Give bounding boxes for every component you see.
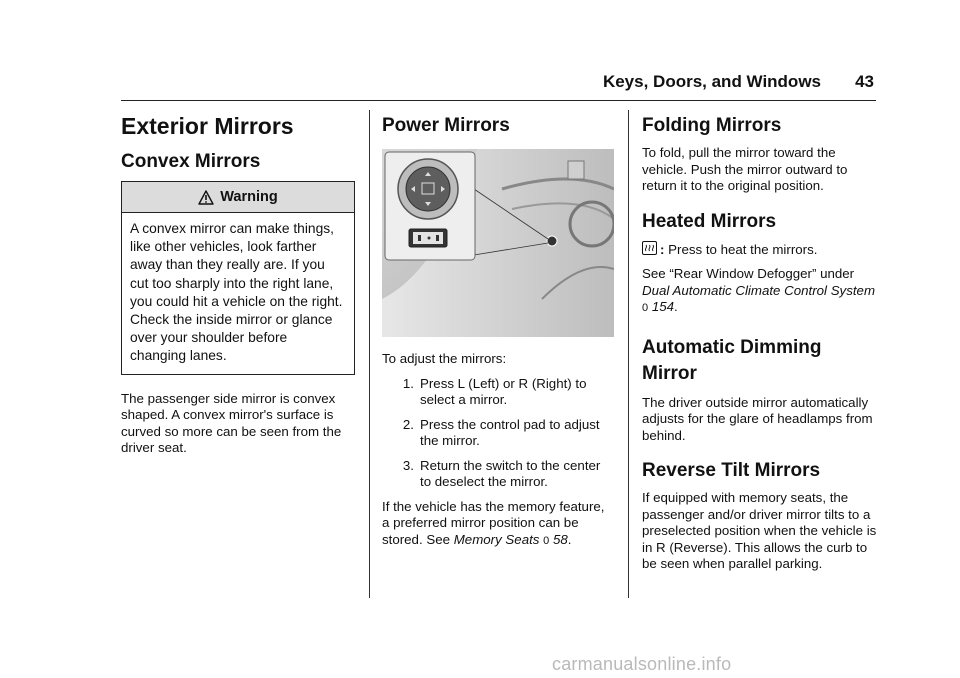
heading-reverse-tilt-mirrors: Reverse Tilt Mirrors	[642, 460, 821, 481]
watermark: carmanualsonline.info	[552, 654, 732, 674]
reverse-tilt-text: If equipped with memory seats, the passenger and/or driver mirror tilts to a preselected position when the vehicle is in R (Reverse). This allows the curb to be seen when parallel parking.	[642, 490, 877, 571]
warning-box	[121, 181, 355, 375]
power-mirror-control-illustration	[382, 149, 614, 337]
list-item: 2. Press the control pad to adjust the mirror.	[402, 416, 600, 448]
page-ref-arrow: 0	[543, 534, 550, 547]
page-ref-arrow: 0	[642, 302, 649, 314]
climate-control-link[interactable]: Dual Automatic Climate Control System	[642, 282, 876, 298]
heading-heated-mirrors: Heated Mirrors	[642, 210, 777, 232]
heading-folding-mirrors: Folding Mirrors	[642, 115, 782, 136]
heading-automatic-dimming-mirror: Automatic Dimming Mirror	[642, 336, 822, 384]
warning-label: Warning	[220, 189, 278, 205]
page-header	[121, 60, 876, 101]
defogger-reference: See “Rear Window Defogger” under Dual Automatic Climate Control System 0 154.	[642, 266, 876, 314]
warning-triangle-icon	[198, 190, 214, 205]
warning-text: A convex mirror can make things, like other vehicles, look farther away than they really are. If you cut too sharply into the right lane, you could hit a vehicle on the right. Check the inside mirror or glance over your shoulder before changing lanes.	[130, 221, 343, 364]
mirror-defogger-icon	[642, 241, 657, 255]
list-item: 1. Press L (Left) or R (Right) to select a mirror.	[402, 375, 587, 407]
adjust-intro: To adjust the mirrors:	[382, 351, 507, 366]
column-right	[642, 105, 880, 581]
column-divider	[369, 110, 370, 598]
memory-seats-link[interactable]: Memory Seats	[453, 531, 540, 547]
climate-control-page[interactable]: 154	[651, 299, 675, 314]
section-heading-exterior-mirrors: Exterior Mirrors	[121, 113, 294, 139]
mirror-switch-diagram	[382, 149, 614, 337]
heated-text: : Press to heat the mirrors.	[642, 241, 880, 259]
page-number: 43	[855, 72, 874, 91]
memory-text: If the vehicle has the memory feature, a preferred mirror position can be stored. See Memory Seats 0 58.	[382, 498, 605, 547]
heading-power-mirrors: Power Mirrors	[382, 115, 510, 136]
warning-header	[122, 182, 354, 213]
dimming-text: The driver outside mirror automatically adjusts for the glare of headlamps from behind.	[642, 394, 873, 443]
column-middle	[382, 105, 614, 557]
section-title: Keys, Doors, and Windows	[602, 72, 821, 91]
column-left	[121, 105, 357, 465]
folding-text: To fold, pull the mirror toward the vehicle. Push the mirror outward to return it to the original position.	[642, 145, 848, 193]
column-divider	[628, 110, 629, 598]
list-item: 3. Return the switch to the center to deselect the mirror.	[402, 457, 601, 489]
convex-body-text: The passenger side mirror is convex shaped. A convex mirror's surface is curved so more can be seen from the driver seat.	[121, 390, 342, 456]
heading-convex-mirrors: Convex Mirrors	[121, 151, 261, 172]
adjust-steps-list	[382, 376, 614, 491]
memory-seats-page[interactable]: 58	[552, 531, 568, 547]
